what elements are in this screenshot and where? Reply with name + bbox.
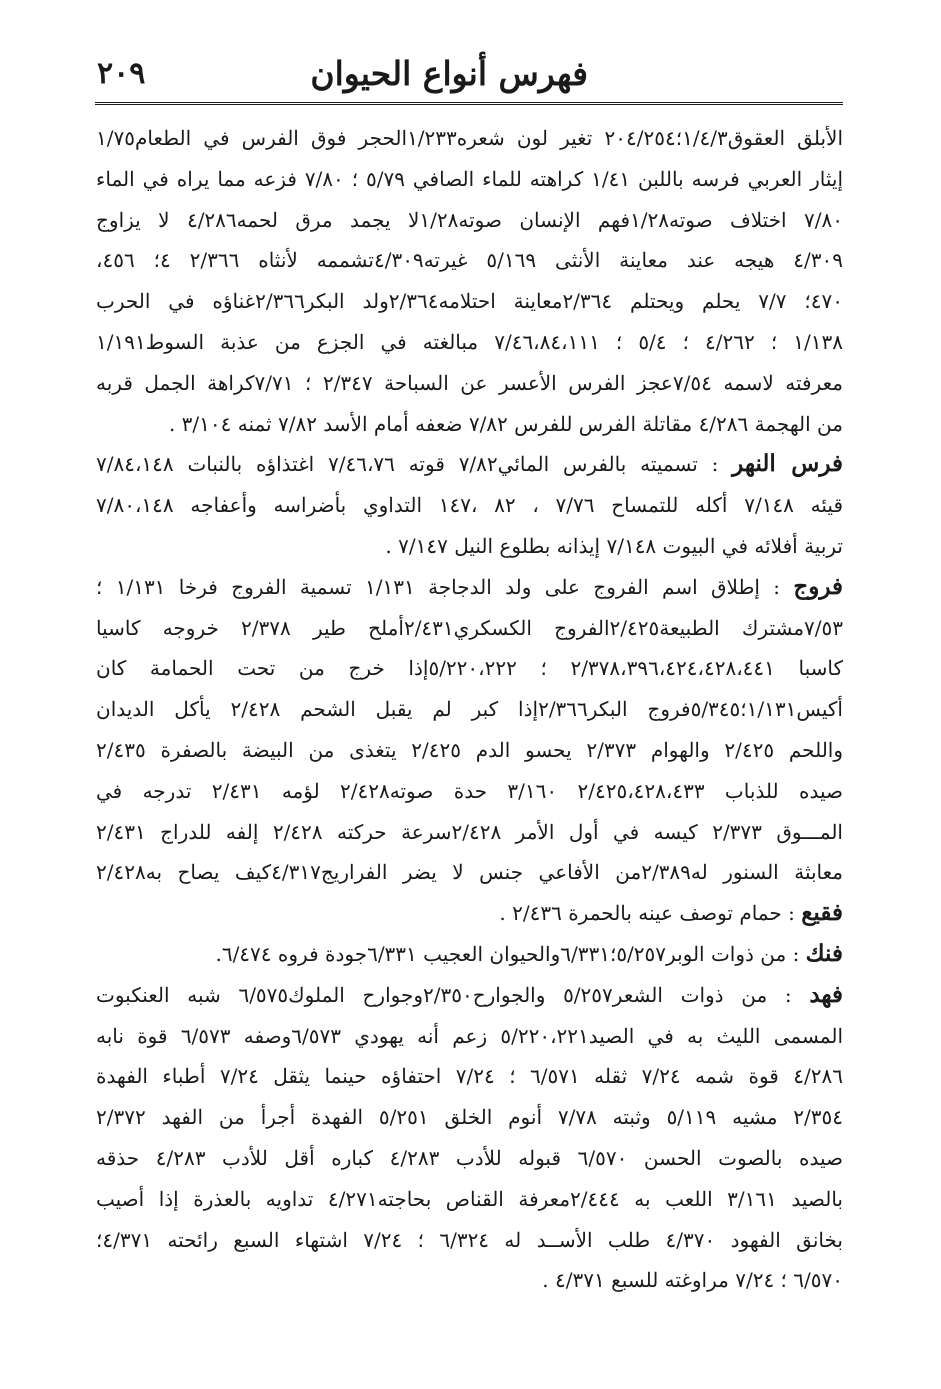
index-entry-line	[96, 975, 843, 1016]
entry-text: ١/١٣٨ ؛ ٤/٢٦٢ ؛ ٥/٤ ؛ ٧/٤٦،٨٤،١١١ مبالغته في الجزع من عذبة السوط١/١٩١	[96, 329, 843, 354]
entry-text: ٤/٣٠٩ هيجه عند معاينة الأنثى ٥/١٦٩ غيرته٤/٣٠٩تشممه لأنثاه ٢/٣٦٦ ٤؛ ٤٥٦،	[96, 248, 843, 273]
index-text-line	[96, 1220, 843, 1261]
index-text-line	[96, 812, 843, 853]
index-entry-line	[96, 934, 843, 975]
index-text-line	[96, 771, 843, 812]
index-text-line	[96, 1056, 843, 1097]
page-number: ٢٠٩	[97, 56, 146, 91]
entry-text: الأبلق العقوق١/٤/٣؛٢٠٤/٢٥٤ تغير لون شعره١/٢٣٣الحجر فوق الفرس في الطعام١/٧٥	[96, 126, 843, 150]
index-text-line	[96, 648, 843, 689]
entry-text: صيده بالصوت الحسن ٦/٥٧٠ قبوله للأدب ٤/٢٨٣ كباره أقل للأدب ٤/٢٨٣ حذقه	[96, 1145, 843, 1170]
entry-text: ٦/٥٧٠ ؛ ٧/٢٤ مراوغته للسبع ٤/٣٧١ .	[542, 1268, 843, 1293]
entry-text: : حمام توصف عينه بالحمرة ٢/٤٣٦ .	[499, 901, 802, 926]
index-text-line	[96, 1260, 843, 1301]
index-text-line	[96, 118, 843, 159]
page-title: فهرس أنواع الحيوان	[310, 54, 588, 93]
index-text-line	[96, 608, 843, 649]
index-text-line	[96, 240, 843, 281]
entry-text: : من ذوات الشعر٥/٢٥٧ والجوارح٢/٣٥٠وجوارح الملوك٦/٥٧٥ شبه العنكبوت	[96, 982, 810, 1007]
entry-text: معرفته لاسمه ٧/٥٤عجز الفرس الأعسر عن السباحة ٢/٣٤٧ ؛ ٧/٧١كراهة الجمل قربه	[96, 370, 843, 395]
page-header	[95, 50, 843, 105]
entry-text: بخانق الفهود ٤/٣٧٠ طلب الأســد له ٦/٣٢٤ ؛ ٧/٢٤ اشتهاء السبع رائحته ٤/٣٧١؛	[96, 1227, 843, 1252]
entry-headword: فقيع	[801, 899, 843, 927]
entry-text: ٧/٨٠ اختلاف صوته١/٢٨فهم الإنسان صوته١/٢٨لا يجمد مرق لحمه٤/٢٨٦ لا يزاوج	[96, 207, 843, 232]
entry-headword: فروج	[793, 572, 843, 600]
entry-headword: فنك	[805, 939, 843, 967]
index-text-line	[96, 1016, 843, 1057]
entry-text: بالصيد ٣/١٦١ اللعب به ٢/٤٤٤معرفة القناص بحاجته٤/٢٧١ تداويه بالعذرة إذا أصيب	[96, 1186, 843, 1211]
entry-text: قيئه ٧/١٤٨ أكله للتمساح ٧/٧٦ ، ٨٢ ،١٤٧ التداوي بأضراسه وأعفاجه ٧/٨٠،١٤٨	[96, 493, 843, 518]
index-text-line	[96, 526, 843, 567]
entry-text: إيثار العربي فرسه باللبن ١/٤١ كراهته للماء الصافي ٥/٧٩ ؛ ٧/٨٠ فزعه مما يراه في الماء	[96, 166, 843, 191]
index-body	[96, 118, 843, 1301]
index-entry-line	[96, 444, 843, 485]
index-entry-line	[96, 567, 843, 608]
index-text-line	[96, 322, 843, 363]
entry-headword: فرس النهر	[732, 450, 843, 478]
entry-text: واللحم ٢/٤٢٥ والهوام ٢/٣٧٣ يحسو الدم ٢/٤٢٥ يتغذى من البيضة بالصفرة ٢/٤٣٥	[96, 737, 843, 762]
index-text-line	[96, 200, 843, 241]
entry-text: ٢/٣٥٤ مشيه ٥/١١٩ وثبته ٧/٧٨ أنوم الخلق ٥/٢٥١ الفهدة أجرأ من الفهد ٢/٣٧٢	[96, 1105, 843, 1130]
index-text-line	[96, 1097, 843, 1138]
entry-text: ٧/٥٣مشترك الطبيعة٢/٤٢٥الفروج الكسكري٢/٤٣١أملح طير ٢/٣٧٨ خروجه كاسيا	[96, 615, 843, 640]
entry-text: المـــوق ٢/٣٧٣ كيسه في أول الأمر ٢/٤٢٨سرعة حركته ٢/٤٢٨ إلفه للدراج ٢/٤٣١	[96, 819, 843, 844]
index-text-line	[96, 281, 843, 322]
entry-text: ٤/٢٨٦ قوة شمه ٧/٢٤ ثقله ٦/٥٧١ ؛ ٧/٢٤ احتفاؤه حينما يثقل ٧/٢٤ أطباء الفهدة	[96, 1064, 843, 1089]
index-entry-line	[96, 893, 843, 934]
index-text-line	[96, 1179, 843, 1220]
entry-text: معابثة السنور له٢/٣٨٩من الأفاعي جنس لا يضر الفراريج٤/٣١٧كيف يصاح به٢/٤٢٨	[96, 860, 843, 885]
entry-text: من الهجمة ٤/٢٨٦ مقاتلة الفرس للفرس ٧/٨٢ ضعفه أمام الأسد ٧/٨٢ ثمنه ٣/١٠٤ .	[168, 411, 843, 436]
index-text-line	[96, 1138, 843, 1179]
entry-text: صيده للذباب ٢/٤٢٥،٤٢٨،٤٣٣ ٣/١٦٠ حدة صوته٢/٤٢٨ لؤمه ٢/٤٣١ تدرجه في	[96, 778, 843, 803]
index-text-line	[96, 159, 843, 200]
index-text-line	[96, 852, 843, 893]
index-text-line	[96, 485, 843, 526]
index-text-line	[96, 730, 843, 771]
index-text-line	[96, 689, 843, 730]
entry-text: : إطلاق اسم الفروج على ولد الدجاجة ١/١٣١ تسمية الفروج فرخا ١/١٣١ ؛	[96, 574, 794, 599]
entry-headword: فهد	[809, 980, 843, 1008]
entry-text: : تسميته بالفرس المائي٧/٨٢ قوته ٧/٤٦،٧٦ اغتذاؤه بالنبات ٧/٨٤،١٤٨	[96, 452, 733, 477]
entry-text: ٤٧٠؛ ٧/٧ يحلم ويحتلم ٢/٣٦٤معاينة احتلامه٢/٣٦٤ولد البكر٢/٣٦٦غناؤه في الحرب	[96, 289, 843, 314]
entry-text: المسمى الليث به في الصيد٥/٢٢٠،٢٢١ زعم أنه يهودي ٦/٥٧٣وصفه ٦/٥٧٣ قوة نابه	[96, 1023, 843, 1048]
entry-text: : من ذوات الوبر٥/٢٥٧؛٦/٣٣١والحيوان العجيب ٦/٣٣١جودة فروه ٦/٤٧٤.	[215, 941, 806, 966]
index-text-line	[96, 363, 843, 404]
entry-text: كاسبا ٢/٣٧٨،٣٩٦،٤٢٤،٤٢٨،٤٤١ ؛ ٥/٢٢٠،٢٢٢إذا خرج من تحت الحمامة كان	[96, 656, 843, 681]
entry-text: تربية أفلائه في البيوت ٧/١٤٨ إيذانه بطلوع النيل ٧/١٤٧ .	[385, 533, 843, 558]
entry-text: أكيس١/١٣١؛٥/٣٤٥فروج البكر٢/٣٦٦إذا كبر لم يقبل الشحم ٢/٤٢٨ يأكل الديدان	[96, 697, 843, 722]
index-text-line	[96, 404, 843, 445]
